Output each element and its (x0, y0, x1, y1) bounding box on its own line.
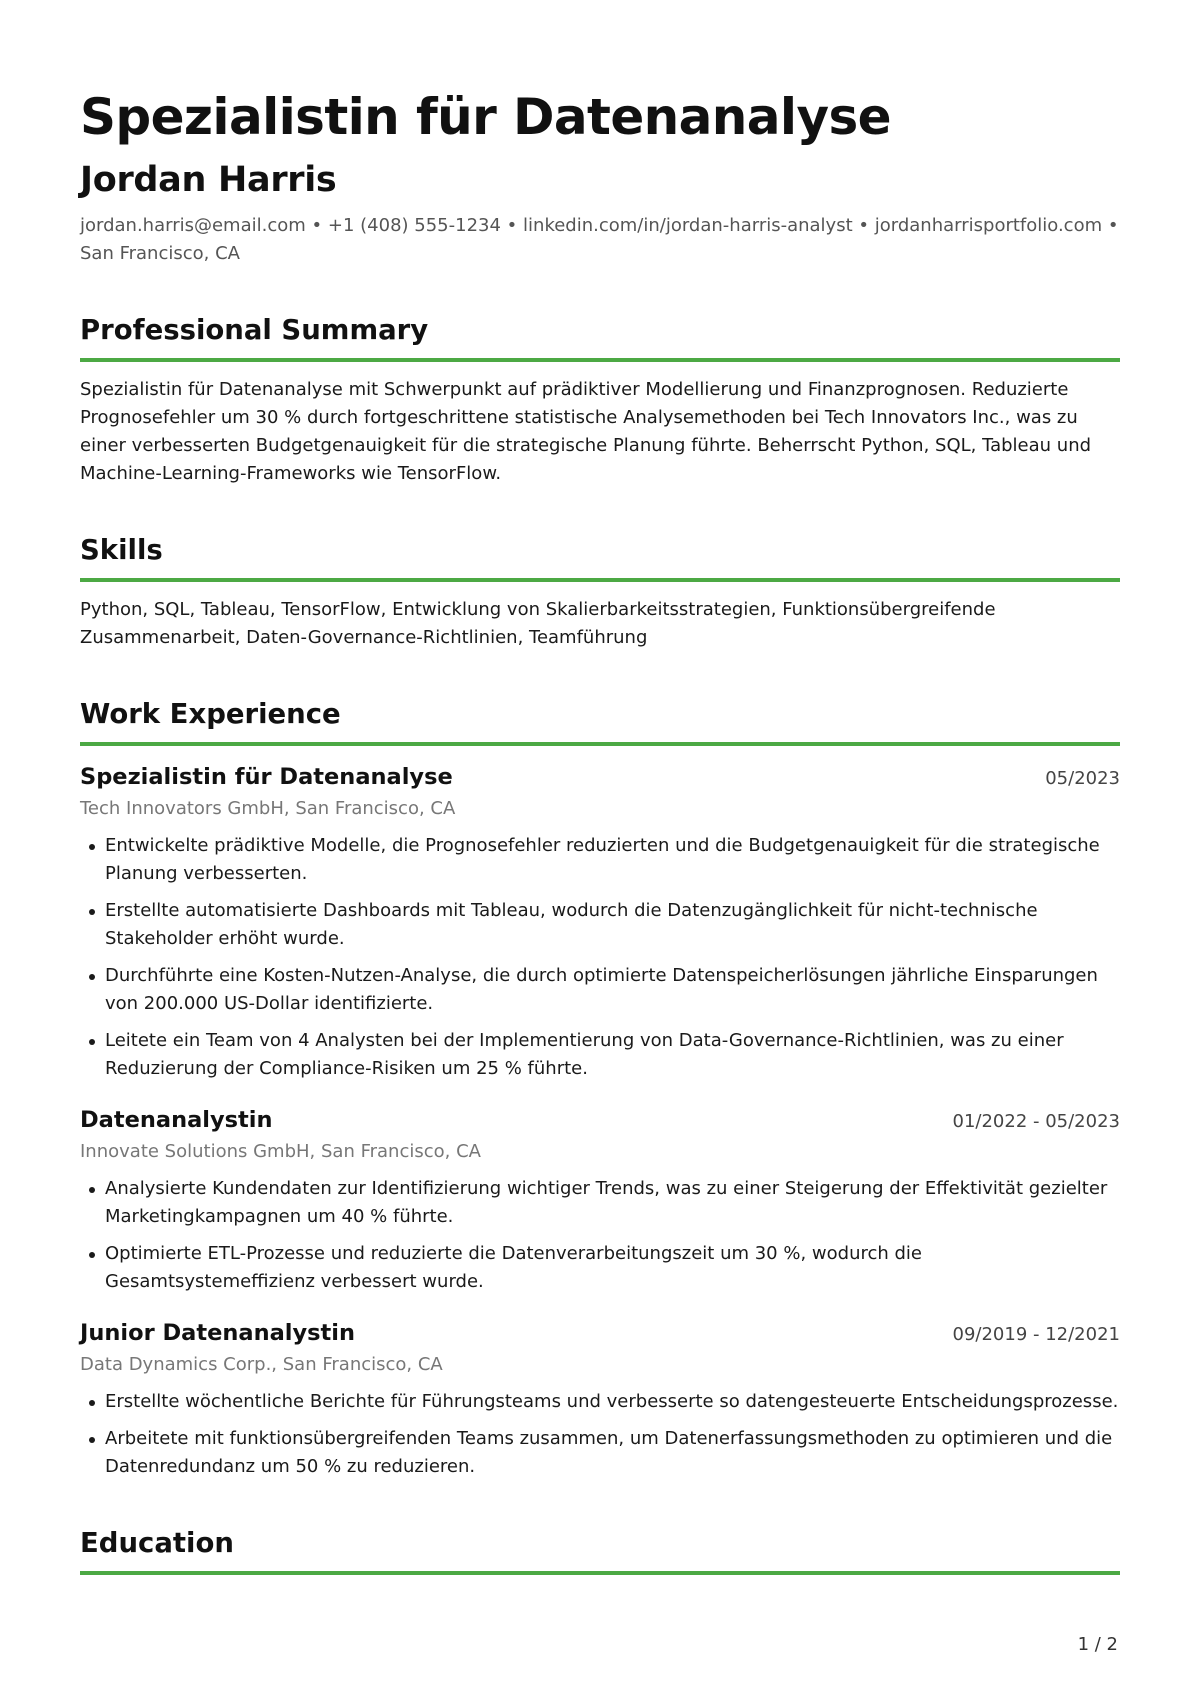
page-number: 1 / 2 (1077, 1634, 1118, 1655)
contact-separator: • (506, 215, 518, 236)
job-bullets (80, 1388, 1120, 1481)
summary-text: Spezialistin für Datenanalyse mit Schwerpunkt auf prädiktiver Modellierung und Finanzprognosen. Reduzierte Prognosefehler um 30 % durch fortgeschrittene statistische Analysemethoden bei Tech Innovators Inc., was zu einer verbesserten Budgetgenauigkeit für die strategische Planung führte. Beherrscht Python, SQL, Tableau und Machine-Learning-Frameworks wie TensorFlow. (80, 379, 1092, 484)
job-bullet: Arbeitete mit funktionsübergreifenden Teams zusammen, um Datenerfassungsmethoden zu optimieren und die Datenredundanz um 50 % zu reduzieren. (80, 1425, 1120, 1481)
document-title: Spezialistin für Datenanalyse (80, 88, 891, 146)
contact-location: San Francisco, CA (80, 243, 240, 264)
job-bullet: Optimierte ETL-Prozesse und reduzierte die Datenverarbeitungszeit um 30 %, wodurch die Gesamtsystemeffizienz verbessert wurde. (80, 1240, 1120, 1296)
job-entry (80, 760, 1120, 1083)
section-divider (80, 358, 1120, 362)
job-bullet: Erstellte automatisierte Dashboards mit Tableau, wodurch die Datenzugänglichkeit für nicht-technische Stakeholder erhöht wurde. (80, 897, 1120, 953)
experience-heading: Work Experience (80, 698, 341, 730)
job-dates: 09/2019 - 12/2021 (952, 1324, 1120, 1345)
education-heading: Education (80, 1527, 234, 1559)
contact-separator: • (1107, 215, 1119, 236)
skills-text: Python, SQL, Tableau, TensorFlow, Entwicklung von Skalierbarkeitsstrategien, Funktionsübergreifende Zusammenarbeit, Daten-Governance-Richtlinien, Teamführung (80, 599, 996, 648)
skills-heading: Skills (80, 534, 163, 566)
job-title: Datenanalystin (80, 1107, 273, 1133)
job-title: Spezialistin für Datenanalyse (80, 764, 453, 790)
job-company: Tech Innovators GmbH, San Francisco, CA (80, 798, 456, 819)
job-dates: 05/2023 (1045, 768, 1120, 789)
contact-separator: • (311, 215, 323, 236)
job-bullet: Analysierte Kundendaten zur Identifizierung wichtiger Trends, was zu einer Steigerung der Effektivität gezielter Marketingkampagnen um 40 % führte. (80, 1175, 1120, 1231)
job-bullet: Durchführte eine Kosten-Nutzen-Analyse, die durch optimierte Datenspeicherlösungen jährliche Einsparungen von 200.000 US-Dollar identifizierte. (80, 962, 1120, 1018)
job-bullet: Entwickelte prädiktive Modelle, die Prognosefehler reduzierten und die Budgetgenauigkeit für die strategische Planung verbesserten. (80, 832, 1120, 888)
contact-phone: +1 (408) 555-1234 (327, 215, 501, 236)
job-bullet: Leitete ein Team von 4 Analysten bei der Implementierung von Data-Governance-Richtlinien, was zu einer Reduzierung der Compliance-Risiken um 25 % führte. (80, 1027, 1120, 1083)
contact-email: jordan.harris@email.com (80, 215, 306, 236)
job-dates: 01/2022 - 05/2023 (952, 1111, 1120, 1132)
contact-line (80, 212, 1120, 268)
person-name: Jordan Harris (80, 160, 337, 200)
job-company: Innovate Solutions GmbH, San Francisco, CA (80, 1141, 481, 1162)
job-bullet: Erstellte wöchentliche Berichte für Führungsteams und verbesserte so datengesteuerte Entscheidungsprozesse. (80, 1388, 1120, 1416)
section-divider (80, 1571, 1120, 1575)
contact-linkedin: linkedin.com/in/jordan-harris-analyst (523, 215, 853, 236)
skills-section (80, 530, 1120, 652)
experience-section (80, 694, 1120, 1481)
section-divider (80, 742, 1120, 746)
job-header (80, 760, 1120, 794)
job-entry (80, 1316, 1120, 1481)
resume-page (80, 82, 1120, 1575)
job-header (80, 1103, 1120, 1137)
summary-section (80, 310, 1120, 488)
job-bullets (80, 1175, 1120, 1296)
job-bullets (80, 832, 1120, 1083)
job-entry (80, 1103, 1120, 1296)
contact-separator: • (858, 215, 870, 236)
job-title: Junior Datenanalystin (80, 1320, 356, 1346)
job-header (80, 1316, 1120, 1350)
section-divider (80, 578, 1120, 582)
contact-portfolio: jordanharrisportfolio.com (874, 215, 1103, 236)
summary-heading: Professional Summary (80, 314, 429, 346)
job-list (80, 760, 1120, 1481)
education-section (80, 1523, 1120, 1575)
job-company: Data Dynamics Corp., San Francisco, CA (80, 1354, 443, 1375)
